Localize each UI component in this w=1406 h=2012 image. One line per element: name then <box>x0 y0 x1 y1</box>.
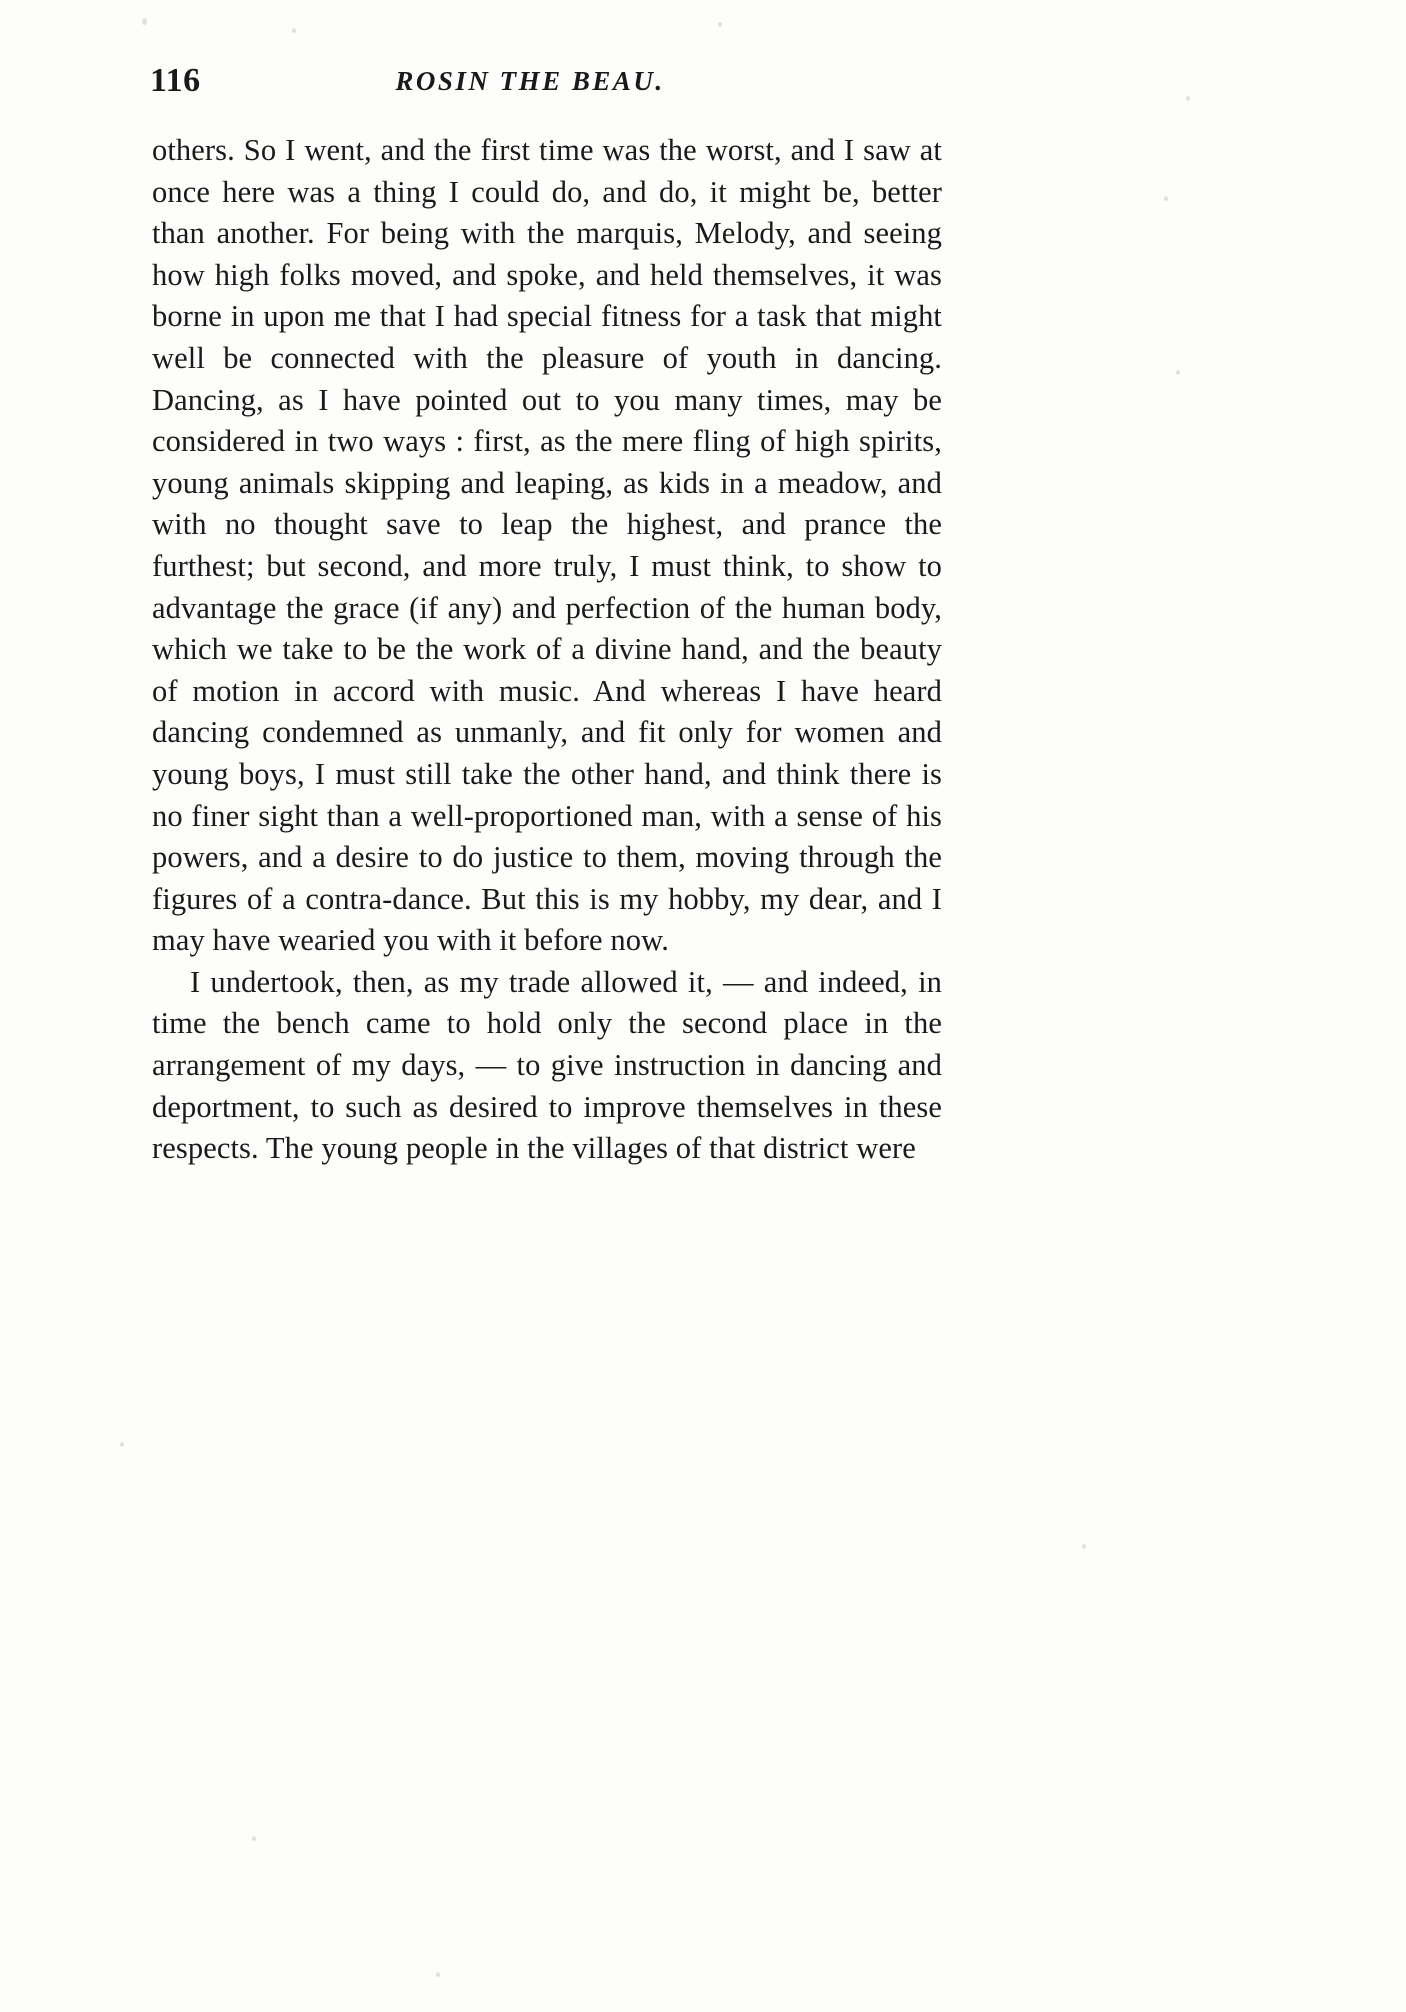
scan-speck <box>718 22 722 27</box>
page-number: 116 <box>150 62 201 99</box>
scan-speck <box>436 1972 440 1977</box>
paragraph: I undertook, then, as my trade allowed it, — and indeed, in time the bench came to hold only the second place in the arrangement of my days, — to give instruction in dancing and deportment, to such as desired to improve themselves in these respects. The young people in the villages of that district were <box>152 964 942 1166</box>
body-text <box>152 130 942 1170</box>
scan-speck <box>1082 1544 1086 1549</box>
page-header <box>150 62 1250 106</box>
scan-speck <box>120 1442 124 1447</box>
paragraph: others. So I went, and the first time was the worst, and I saw at once here was a thing I could do, and do, it might be, better than another. For being with the marquis, Melody, and seeing how high folks moved, and spoke, and held themselves, it was borne in upon me that I had special fitness for a task that might well be connected with the pleasure of youth in dancing. Dancing, as I have pointed out to you many times, may be considered in two ways : first, as the mere fling of high spirits, young animals skipping and leaping, as kids in a meadow, and with no thought save to leap the highest, and prance the furthest; but second, and more truly, I must think, to show to advantage the grace (if any) and perfection of the human body, which we take to be the work of a divine hand, and the beauty of motion in accord with music. And whereas I have heard dancing condemned as unmanly, and fit only for women and young boys, I must still take the other hand, and think there is no finer sight than a well-proportioned man, with a sense of his powers, and a desire to do justice to them, moving through the figures of a contra-dance. But this is my hobby, my dear, and I may have wearied you with it before now. <box>152 133 942 958</box>
running-head: ROSIN THE BEAU. <box>395 66 665 96</box>
scan-speck <box>292 28 296 33</box>
scan-speck <box>1176 370 1180 375</box>
scan-speck <box>142 18 147 25</box>
scan-speck <box>1164 196 1168 201</box>
scan-speck <box>252 1836 256 1841</box>
scan-speck <box>1186 96 1190 101</box>
